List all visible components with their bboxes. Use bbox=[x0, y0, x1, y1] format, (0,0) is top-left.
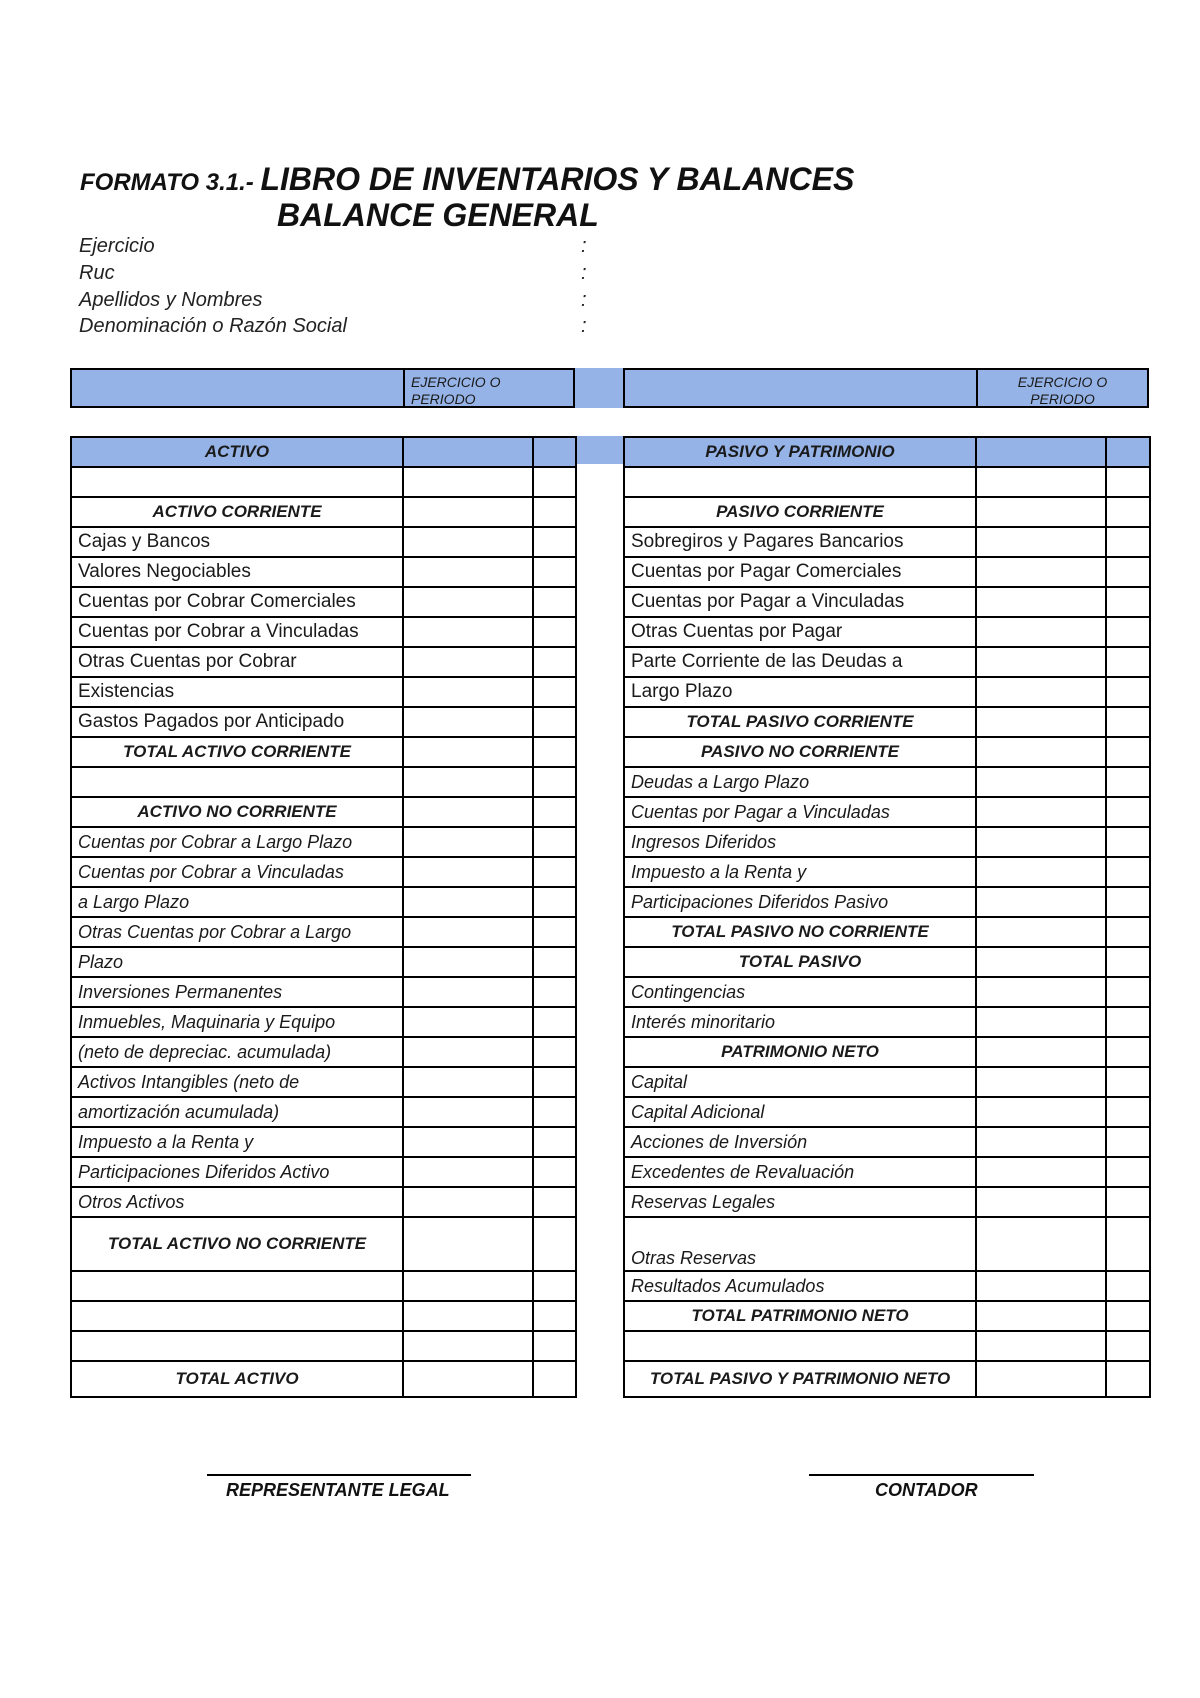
pasivo-row bbox=[624, 827, 1150, 857]
activo-row bbox=[71, 827, 576, 857]
pasivo-row bbox=[624, 947, 1150, 977]
activo-row-value[interactable] bbox=[403, 527, 533, 557]
activo-row-value[interactable] bbox=[403, 707, 533, 737]
activo-header: ACTIVO bbox=[71, 437, 403, 467]
pasivo-row bbox=[624, 677, 1150, 707]
activo-row-label: Plazo bbox=[71, 947, 403, 977]
pasivo-row-value[interactable] bbox=[976, 1187, 1106, 1217]
activo-row-label: Cuentas por Cobrar Comerciales bbox=[71, 587, 403, 617]
pasivo-row bbox=[624, 1067, 1150, 1097]
pasivo-row-value[interactable] bbox=[976, 1007, 1106, 1037]
activo-row bbox=[71, 557, 576, 587]
activo-row bbox=[71, 1361, 576, 1397]
pasivo-row-value[interactable] bbox=[976, 527, 1106, 557]
pasivo-row-extra[interactable] bbox=[1106, 557, 1150, 587]
pasivo-row-label: Reservas Legales bbox=[624, 1187, 976, 1217]
activo-row bbox=[71, 647, 576, 677]
pasivo-row-value[interactable] bbox=[976, 1217, 1106, 1271]
activo-row-value[interactable] bbox=[403, 497, 533, 527]
pasivo-row-label: Cuentas por Pagar a Vinculadas bbox=[624, 797, 976, 827]
activo-row-label bbox=[71, 1301, 403, 1331]
activo-row-value[interactable] bbox=[403, 1127, 533, 1157]
activo-row-label bbox=[71, 1271, 403, 1301]
pasivo-row-value[interactable] bbox=[976, 887, 1106, 917]
activo-row-value[interactable] bbox=[403, 887, 533, 917]
activo-header-extra bbox=[533, 437, 576, 467]
activo-row-extra[interactable] bbox=[533, 827, 576, 857]
activo-row-extra[interactable] bbox=[533, 1067, 576, 1097]
activo-row-label: Inversiones Permanentes bbox=[71, 977, 403, 1007]
pasivo-row bbox=[624, 917, 1150, 947]
activo-row bbox=[71, 977, 576, 1007]
pasivo-row-value[interactable] bbox=[976, 707, 1106, 737]
activo-row-extra[interactable] bbox=[533, 1331, 576, 1361]
pasivo-row-label: PATRIMONIO NETO bbox=[624, 1037, 976, 1067]
pasivo-row-label: Resultados Acumulados bbox=[624, 1271, 976, 1301]
signature-label-left: REPRESENTANTE LEGAL bbox=[226, 1480, 450, 1500]
activo-row bbox=[71, 1127, 576, 1157]
pasivo-row-label bbox=[624, 467, 976, 497]
activo-row-value[interactable] bbox=[403, 1157, 533, 1187]
activo-row bbox=[71, 1271, 576, 1301]
pasivo-row bbox=[624, 1361, 1150, 1397]
activo-row bbox=[71, 1097, 576, 1127]
pasivo-row-extra[interactable] bbox=[1106, 677, 1150, 707]
pasivo-row-extra[interactable] bbox=[1106, 947, 1150, 977]
signature-line-left bbox=[207, 1474, 471, 1476]
activo-row-label: TOTAL ACTIVO CORRIENTE bbox=[71, 737, 403, 767]
activo-row-value[interactable] bbox=[403, 1301, 533, 1331]
pasivo-row-value[interactable] bbox=[976, 947, 1106, 977]
activo-row-extra[interactable] bbox=[533, 917, 576, 947]
format-prefix: FORMATO 3.1.- bbox=[80, 169, 261, 196]
activo-row bbox=[71, 467, 576, 497]
activo-row bbox=[71, 1331, 576, 1361]
activo-row bbox=[71, 797, 576, 827]
pasivo-row-label: PASIVO NO CORRIENTE bbox=[624, 737, 976, 767]
activo-row-value[interactable] bbox=[403, 647, 533, 677]
pasivo-row-label bbox=[624, 1331, 976, 1361]
activo-row-label: ACTIVO CORRIENTE bbox=[71, 497, 403, 527]
activo-row bbox=[71, 1217, 576, 1271]
activo-row-label bbox=[71, 1331, 403, 1361]
pasivo-row-extra[interactable] bbox=[1106, 917, 1150, 947]
activo-row-extra[interactable] bbox=[533, 647, 576, 677]
pasivo-row-extra[interactable] bbox=[1106, 707, 1150, 737]
pasivo-row-label: Cuentas por Pagar a Vinculadas bbox=[624, 587, 976, 617]
pasivo-row-value[interactable] bbox=[976, 557, 1106, 587]
activo-row-value[interactable] bbox=[403, 1187, 533, 1217]
pasivo-row-label: Cuentas por Pagar Comerciales bbox=[624, 557, 976, 587]
pasivo-header-value bbox=[976, 437, 1106, 467]
signature-line-right bbox=[809, 1474, 1034, 1476]
activo-row-value[interactable] bbox=[403, 467, 533, 497]
activo-row-value[interactable] bbox=[403, 1271, 533, 1301]
activo-row-value[interactable] bbox=[403, 557, 533, 587]
activo-row bbox=[71, 1187, 576, 1217]
activo-row bbox=[71, 587, 576, 617]
pasivo-row bbox=[624, 527, 1150, 557]
pasivo-row bbox=[624, 737, 1150, 767]
activo-row-label: amortización acumulada) bbox=[71, 1097, 403, 1127]
activo-row-extra[interactable] bbox=[533, 497, 576, 527]
activo-row-extra[interactable] bbox=[533, 767, 576, 797]
activo-row-extra[interactable] bbox=[533, 557, 576, 587]
pasivo-row bbox=[624, 977, 1150, 1007]
pasivo-header-row bbox=[624, 437, 1150, 467]
activo-row-extra[interactable] bbox=[533, 707, 576, 737]
pasivo-row bbox=[624, 497, 1150, 527]
activo-row-label: TOTAL ACTIVO bbox=[71, 1361, 403, 1397]
period-header-gap bbox=[575, 368, 623, 408]
pasivo-row bbox=[624, 1301, 1150, 1331]
pasivo-row-value[interactable] bbox=[976, 1037, 1106, 1067]
activo-row bbox=[71, 947, 576, 977]
pasivo-row-label: TOTAL PASIVO CORRIENTE bbox=[624, 707, 976, 737]
pasivo-row-extra[interactable] bbox=[1106, 1271, 1150, 1301]
activo-row-label bbox=[71, 767, 403, 797]
activo-header-row bbox=[71, 437, 576, 467]
pasivo-row-value[interactable] bbox=[976, 857, 1106, 887]
activo-row bbox=[71, 1037, 576, 1067]
document-subtitle: BALANCE GENERAL bbox=[277, 197, 599, 233]
activo-row bbox=[71, 1301, 576, 1331]
activo-row-extra[interactable] bbox=[533, 527, 576, 557]
pasivo-row-extra[interactable] bbox=[1106, 1127, 1150, 1157]
pasivo-row-extra[interactable] bbox=[1106, 1067, 1150, 1097]
info-label-ejercicio: Ejercicio bbox=[79, 235, 155, 257]
activo-row-label: Otras Cuentas por Cobrar bbox=[71, 647, 403, 677]
activo-row bbox=[71, 887, 576, 917]
activo-row-label: Gastos Pagados por Anticipado bbox=[71, 707, 403, 737]
activo-row-label: Inmuebles, Maquinaria y Equipo bbox=[71, 1007, 403, 1037]
pasivo-row bbox=[624, 1217, 1150, 1271]
pasivo-row-label: Capital Adicional bbox=[624, 1097, 976, 1127]
pasivo-row-label: TOTAL PASIVO Y PATRIMONIO NETO bbox=[624, 1361, 976, 1397]
activo-row-extra[interactable] bbox=[533, 1157, 576, 1187]
pasivo-row-value[interactable] bbox=[976, 767, 1106, 797]
pasivo-row-label: Excedentes de Revaluación bbox=[624, 1157, 976, 1187]
header-gap bbox=[575, 436, 623, 464]
period-header-left-label: EJERCICIO O PERIODO bbox=[403, 370, 573, 406]
activo-row-label: Cuentas por Cobrar a Largo Plazo bbox=[71, 827, 403, 857]
pasivo-row-extra[interactable] bbox=[1106, 467, 1150, 497]
pasivo-row bbox=[624, 647, 1150, 677]
pasivo-row bbox=[624, 767, 1150, 797]
activo-row-label: Activos Intangibles (neto de bbox=[71, 1067, 403, 1097]
activo-row bbox=[71, 677, 576, 707]
pasivo-row bbox=[624, 587, 1150, 617]
info-label-razon-social: Denominación o Razón Social bbox=[79, 315, 347, 337]
info-label-apellidos: Apellidos y Nombres bbox=[79, 289, 263, 311]
pasivo-row-value[interactable] bbox=[976, 1301, 1106, 1331]
pasivo-header-extra bbox=[1106, 437, 1150, 467]
pasivo-row-extra[interactable] bbox=[1106, 1361, 1150, 1397]
activo-row-extra[interactable] bbox=[533, 677, 576, 707]
pasivo-row-label: TOTAL PASIVO NO CORRIENTE bbox=[624, 917, 976, 947]
activo-row-label: Cuentas por Cobrar a Vinculadas bbox=[71, 617, 403, 647]
pasivo-row bbox=[624, 467, 1150, 497]
pasivo-row-label: PASIVO CORRIENTE bbox=[624, 497, 976, 527]
activo-row-extra[interactable] bbox=[533, 797, 576, 827]
activo-row-value[interactable] bbox=[403, 617, 533, 647]
pasivo-row-label: Contingencias bbox=[624, 977, 976, 1007]
activo-row-value[interactable] bbox=[403, 1097, 533, 1127]
period-header-right-label: EJERCICIO O PERIODO bbox=[976, 370, 1147, 406]
pasivo-row-value[interactable] bbox=[976, 1271, 1106, 1301]
period-header-right bbox=[623, 368, 1149, 408]
pasivo-row-value[interactable] bbox=[976, 1127, 1106, 1157]
pasivo-row-value[interactable] bbox=[976, 797, 1106, 827]
activo-row bbox=[71, 1067, 576, 1097]
activo-row-label: ACTIVO NO CORRIENTE bbox=[71, 797, 403, 827]
activo-row-extra[interactable] bbox=[533, 977, 576, 1007]
activo-row bbox=[71, 707, 576, 737]
pasivo-row-value[interactable] bbox=[976, 497, 1106, 527]
activo-table bbox=[70, 436, 577, 1398]
title-line bbox=[80, 161, 854, 198]
pasivo-row-value[interactable] bbox=[976, 677, 1106, 707]
activo-row-extra[interactable] bbox=[533, 737, 576, 767]
activo-row-value[interactable] bbox=[403, 1037, 533, 1067]
activo-row-extra[interactable] bbox=[533, 467, 576, 497]
pasivo-row-label: Otras Cuentas por Pagar bbox=[624, 617, 976, 647]
pasivo-row-extra[interactable] bbox=[1106, 977, 1150, 1007]
pasivo-row-value[interactable] bbox=[976, 467, 1106, 497]
pasivo-row-value[interactable] bbox=[976, 917, 1106, 947]
activo-row bbox=[71, 497, 576, 527]
info-colon-ruc: : bbox=[581, 262, 587, 284]
pasivo-row bbox=[624, 1187, 1150, 1217]
activo-row-label: Participaciones Diferidos Activo bbox=[71, 1157, 403, 1187]
activo-row-label bbox=[71, 467, 403, 497]
pasivo-row-label: Deudas a Largo Plazo bbox=[624, 767, 976, 797]
activo-row-extra[interactable] bbox=[533, 1127, 576, 1157]
pasivo-row-value[interactable] bbox=[976, 1097, 1106, 1127]
pasivo-row-label: Otras Reservas bbox=[624, 1217, 976, 1271]
pasivo-row-extra[interactable] bbox=[1106, 527, 1150, 557]
activo-row-value[interactable] bbox=[403, 827, 533, 857]
pasivo-row bbox=[624, 1271, 1150, 1301]
pasivo-row bbox=[624, 557, 1150, 587]
period-header-left bbox=[70, 368, 575, 408]
activo-row bbox=[71, 737, 576, 767]
activo-row-value[interactable] bbox=[403, 737, 533, 767]
pasivo-row-extra[interactable] bbox=[1106, 647, 1150, 677]
activo-row bbox=[71, 917, 576, 947]
pasivo-row bbox=[624, 857, 1150, 887]
pasivo-row bbox=[624, 1127, 1150, 1157]
pasivo-row-value[interactable] bbox=[976, 647, 1106, 677]
pasivo-row-value[interactable] bbox=[976, 1157, 1106, 1187]
activo-row-label: Otros Activos bbox=[71, 1187, 403, 1217]
pasivo-row-extra[interactable] bbox=[1106, 1331, 1150, 1361]
pasivo-row bbox=[624, 1097, 1150, 1127]
activo-row-label: Cuentas por Cobrar a Vinculadas bbox=[71, 857, 403, 887]
pasivo-row-extra[interactable] bbox=[1106, 857, 1150, 887]
activo-row-label: a Largo Plazo bbox=[71, 887, 403, 917]
pasivo-row-label: Largo Plazo bbox=[624, 677, 976, 707]
pasivo-row-value[interactable] bbox=[976, 587, 1106, 617]
pasivo-row-label: Participaciones Diferidos Pasivo bbox=[624, 887, 976, 917]
pasivo-row-label: Capital bbox=[624, 1067, 976, 1097]
pasivo-row-label: TOTAL PASIVO bbox=[624, 947, 976, 977]
pasivo-row bbox=[624, 617, 1150, 647]
activo-row-extra[interactable] bbox=[533, 1271, 576, 1301]
activo-row-extra[interactable] bbox=[533, 1097, 576, 1127]
pasivo-row-extra[interactable] bbox=[1106, 827, 1150, 857]
activo-row-extra[interactable] bbox=[533, 587, 576, 617]
activo-row-value[interactable] bbox=[403, 857, 533, 887]
activo-row-extra[interactable] bbox=[533, 1037, 576, 1067]
activo-row-label: Valores Negociables bbox=[71, 557, 403, 587]
activo-row-value[interactable] bbox=[403, 677, 533, 707]
pasivo-row-value[interactable] bbox=[976, 827, 1106, 857]
pasivo-row-value[interactable] bbox=[976, 1331, 1106, 1361]
pasivo-row-extra[interactable] bbox=[1106, 1157, 1150, 1187]
activo-row-value[interactable] bbox=[403, 1331, 533, 1361]
activo-row-label: Impuesto a la Renta y bbox=[71, 1127, 403, 1157]
pasivo-row bbox=[624, 707, 1150, 737]
pasivo-row-value[interactable] bbox=[976, 617, 1106, 647]
activo-row-label: Cajas y Bancos bbox=[71, 527, 403, 557]
pasivo-table bbox=[623, 436, 1151, 1398]
activo-row-value[interactable] bbox=[403, 947, 533, 977]
pasivo-row-extra[interactable] bbox=[1106, 887, 1150, 917]
activo-row bbox=[71, 527, 576, 557]
pasivo-row-extra[interactable] bbox=[1106, 617, 1150, 647]
pasivo-row-extra[interactable] bbox=[1106, 1301, 1150, 1331]
activo-header-value bbox=[403, 437, 533, 467]
pasivo-row-label: Interés minoritario bbox=[624, 1007, 976, 1037]
pasivo-row-value[interactable] bbox=[976, 977, 1106, 1007]
signature-label-right: CONTADOR bbox=[875, 1480, 978, 1500]
activo-row-value[interactable] bbox=[403, 1361, 533, 1397]
activo-row bbox=[71, 767, 576, 797]
pasivo-row-label: Parte Corriente de las Deudas a bbox=[624, 647, 976, 677]
activo-row-value[interactable] bbox=[403, 1007, 533, 1037]
activo-row-value[interactable] bbox=[403, 1067, 533, 1097]
activo-row-value[interactable] bbox=[403, 587, 533, 617]
pasivo-row-extra[interactable] bbox=[1106, 587, 1150, 617]
pasivo-row bbox=[624, 887, 1150, 917]
document-title: LIBRO DE INVENTARIOS Y BALANCES bbox=[260, 161, 855, 197]
pasivo-row-label: Sobregiros y Pagares Bancarios bbox=[624, 527, 976, 557]
pasivo-row-label: Ingresos Diferidos bbox=[624, 827, 976, 857]
pasivo-row bbox=[624, 1331, 1150, 1361]
pasivo-row bbox=[624, 797, 1150, 827]
activo-row-value[interactable] bbox=[403, 917, 533, 947]
activo-row-label: TOTAL ACTIVO NO CORRIENTE bbox=[71, 1217, 403, 1271]
activo-row-extra[interactable] bbox=[533, 1187, 576, 1217]
activo-row-extra[interactable] bbox=[533, 1301, 576, 1331]
pasivo-row-extra[interactable] bbox=[1106, 797, 1150, 827]
activo-row-label: Existencias bbox=[71, 677, 403, 707]
activo-row bbox=[71, 857, 576, 887]
pasivo-row-label: Impuesto a la Renta y bbox=[624, 857, 976, 887]
pasivo-row-label: TOTAL PATRIMONIO NETO bbox=[624, 1301, 976, 1331]
activo-row bbox=[71, 1007, 576, 1037]
info-colon-razon-social: : bbox=[581, 315, 587, 337]
pasivo-row-extra[interactable] bbox=[1106, 1037, 1150, 1067]
pasivo-header: PASIVO Y PATRIMONIO bbox=[624, 437, 976, 467]
pasivo-row-value[interactable] bbox=[976, 1067, 1106, 1097]
activo-row-value[interactable] bbox=[403, 1217, 533, 1271]
activo-row-extra[interactable] bbox=[533, 947, 576, 977]
activo-row-extra[interactable] bbox=[533, 617, 576, 647]
info-label-ruc: Ruc bbox=[79, 262, 115, 284]
activo-row bbox=[71, 1157, 576, 1187]
activo-row-extra[interactable] bbox=[533, 1361, 576, 1397]
activo-row-label: (neto de depreciac. acumulada) bbox=[71, 1037, 403, 1067]
activo-row-value[interactable] bbox=[403, 977, 533, 1007]
pasivo-row-extra[interactable] bbox=[1106, 1217, 1150, 1271]
activo-row-extra[interactable] bbox=[533, 1217, 576, 1271]
pasivo-row-value[interactable] bbox=[976, 1361, 1106, 1397]
activo-row-extra[interactable] bbox=[533, 1007, 576, 1037]
pasivo-row-extra[interactable] bbox=[1106, 1187, 1150, 1217]
pasivo-row-extra[interactable] bbox=[1106, 497, 1150, 527]
activo-row-value[interactable] bbox=[403, 797, 533, 827]
info-colon-ejercicio: : bbox=[581, 235, 587, 257]
activo-row bbox=[71, 617, 576, 647]
pasivo-row-extra[interactable] bbox=[1106, 1097, 1150, 1127]
activo-row-extra[interactable] bbox=[533, 887, 576, 917]
info-colon-apellidos: : bbox=[581, 289, 587, 311]
activo-row-value[interactable] bbox=[403, 767, 533, 797]
pasivo-row bbox=[624, 1037, 1150, 1067]
pasivo-row-value[interactable] bbox=[976, 737, 1106, 767]
pasivo-row bbox=[624, 1157, 1150, 1187]
activo-row-label: Otras Cuentas por Cobrar a Largo bbox=[71, 917, 403, 947]
pasivo-row-label: Acciones de Inversión bbox=[624, 1127, 976, 1157]
pasivo-row bbox=[624, 1007, 1150, 1037]
pasivo-row-extra[interactable] bbox=[1106, 1007, 1150, 1037]
pasivo-row-extra[interactable] bbox=[1106, 737, 1150, 767]
activo-row-extra[interactable] bbox=[533, 857, 576, 887]
pasivo-row-extra[interactable] bbox=[1106, 767, 1150, 797]
